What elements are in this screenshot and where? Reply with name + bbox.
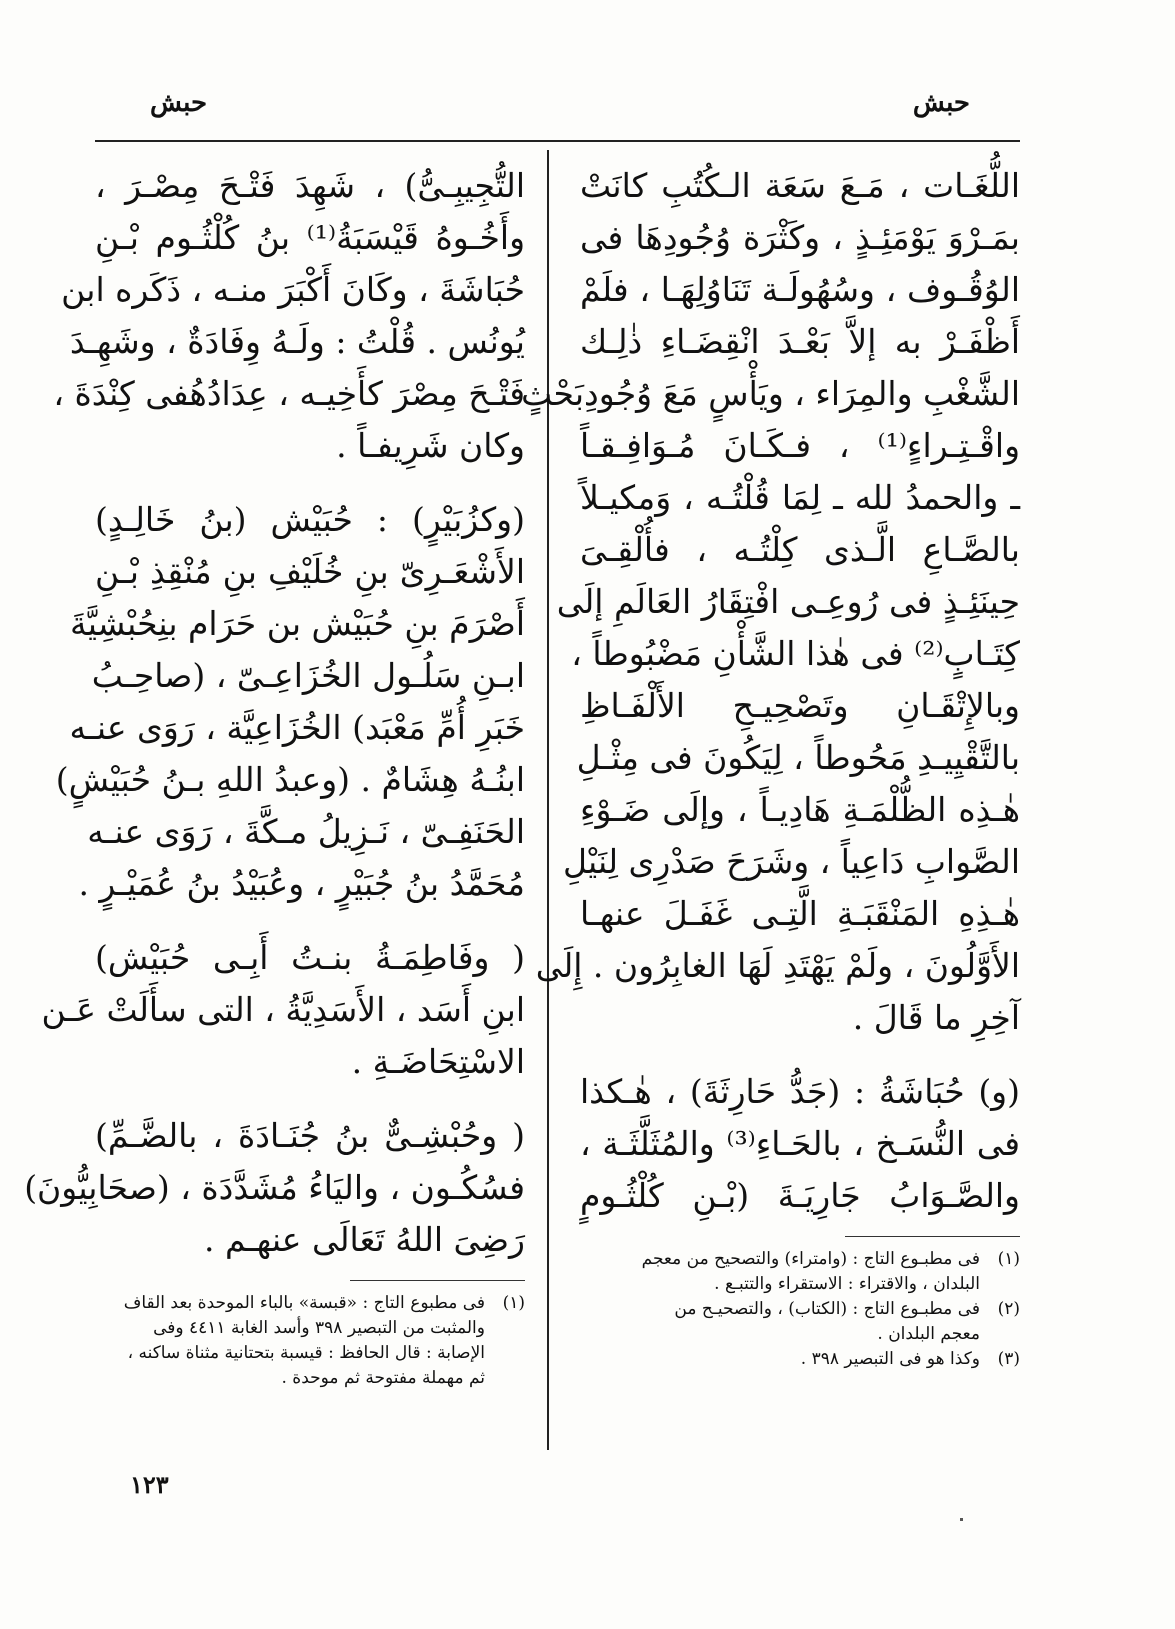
text-line: آخِرِ ما قَالَ .	[852, 998, 1020, 1037]
footnote-number: (٣)	[997, 1349, 1020, 1369]
text-line: الأَشْعَـرِىّ بنِ خُلَيْفِ بنِ مُنْقِذِ بْـنِ	[95, 552, 525, 591]
footnote-line: فى مطبـوع التاج : (وامتراء) والتصحيح من معجم	[641, 1249, 980, 1269]
entry-line: (و) حُبَاشَةُ : (جَدُّ حَارِثَةَ) ، هٰـكذا	[580, 1072, 1020, 1111]
running-header-left: حبش	[150, 88, 208, 118]
text-line: ـ والحمدُ لله ـ لِمَا قُلْتُـه ، وَمكيـلاً	[580, 478, 1020, 517]
page-number: ١٢٣	[130, 1470, 169, 1499]
footnotes	[95, 1291, 525, 1391]
text-line: مُحَمَّدُ بنُ جُبَيْرٍ ، وعُبَيْدُ بنُ عُمَيْـرٍ .	[78, 864, 525, 903]
text-line: الحَنَفِـىّ ، نَـزِيلُ مـكَّةَ ، رَوَى عنـه	[87, 812, 525, 851]
text-line: رَضِىَ اللهُ تَعَالَى عنهـم .	[204, 1220, 525, 1259]
text-line: والصَّـوَابُ جَارِيَـةَ (بْـنِ كُلْثُـومٍ	[580, 1176, 1020, 1215]
text-line: بالتَّقْيِيـدِ مَحُوطاً ، لِيَكُونَ فى مِثْـلِ	[576, 738, 1020, 777]
text-line: هٰـذِهِ المَنْقَبَـةِ الَّتِـى غَفَـلَ عنهـا	[580, 894, 1020, 933]
text-line: الصَّوابِ دَاعِياً ، وشَرَحَ صَدْرِى لِنَيْلِ	[563, 842, 1020, 881]
footnote-line: ثم مهملة مفتوحة ثم موحدة .	[281, 1368, 485, 1388]
text-line: وأَخُـوهُ قَيْسَبَةُ⁽¹⁾ بنُ كُلْثُـوم بْـنِ	[95, 218, 526, 257]
print-speck	[960, 1518, 963, 1521]
footnote-rule	[350, 1280, 525, 1281]
text-line: حُبَاشَةَ ، وكَانَ أَكْبَرَ منـه ، ذَكَره ابن	[61, 270, 525, 309]
footnotes	[580, 1247, 1020, 1372]
text-line: حِينَئِـذٍ فى رُوعِـى افْتِقَارُ العَالَمِ إلَى	[556, 582, 1020, 621]
text-line: أَظْفَـرْ به إلاَّ بَعْـدَ انْقِضَـاءِ ذٰلِـك	[580, 322, 1020, 361]
footnote-line: فى مطبـوع التاج : (الكتاب) ، والتصحيـح من	[674, 1299, 980, 1319]
text-line: الأَوَّلُونَ ، ولَمْ يَهْتَدِ لَهَا الغابِرُون . إِلَى	[535, 946, 1020, 985]
entry-line: ( وفَاطِمَـةُ بنـتُ أَبِـى حُبَيْش)	[95, 938, 525, 977]
text-line: فسُكُـون ، واليَاءُ مُشَدَّدَة ، (صحَابِيُّونَ)	[24, 1168, 525, 1207]
header-rule	[95, 140, 1020, 142]
footnote-number: (١)	[997, 1249, 1020, 1269]
footnote	[580, 1297, 1020, 1347]
text-line: وبالإِتْقَـانِ وتَصْحِيـحِ الأَلْفَـاظِ	[580, 686, 1020, 725]
text-line: فى النُّسَـخ ، بالحَـاءِ⁽³⁾ والمُثَلَّثَـة ،	[580, 1124, 1020, 1163]
footnote-line: الإصابة : قال الحافظ : قيسبة بتحتانية مثناة ساكنه ،	[127, 1343, 485, 1363]
right-column	[521, 160, 1020, 1372]
right-column-text	[521, 160, 1020, 1222]
text-line: هٰـذِه الظُّلْمَـةِ هَادِيـاً ، وإلَى ضَـوْءِ	[580, 790, 1020, 829]
footnote-line: فى مطبوع التاج : «قبسة» بالباء الموحدة بعد القاف	[123, 1293, 485, 1313]
footnote	[580, 1347, 1020, 1372]
text-line: الاسْتِحَاضَـةِ .	[351, 1042, 525, 1081]
entry-line: (وكزُبَيْرٍ) : حُبَيْش (بنُ خَالِـدٍ)	[95, 500, 525, 539]
footnote-line: البلدان ، والاقتراء : الاستقراء والتتبـع .	[714, 1274, 980, 1294]
footnote-line: والمثبت من التبصير ٣٩٨ وأسد الغابة ٤٤١١ وفى	[153, 1318, 485, 1338]
text-line: فَتْـحَ مِصْرَ كأَخِيـه ، عِدَادُهُفى كِنْدَةَ ،	[53, 374, 525, 413]
footnote-rule	[845, 1236, 1020, 1237]
text-line: بمَـرْوَ يَوْمَئِـذٍ ، وكَثْرَة وُجُودِهَا فى	[580, 218, 1020, 257]
text-line: كِتَـابٍ⁽²⁾ فى هٰذا الشَّأْنِ مَضْبُوطاً ،	[571, 634, 1020, 673]
footnote-number: (١)	[502, 1293, 525, 1313]
left-column	[24, 160, 526, 1391]
text-line: ابنُـهُ هِشَامٌ . (وعبدُ اللهِ بـنُ حُبَيْشٍ)	[55, 760, 525, 799]
text-line: الشَّغْبِ والمِرَاء ، ويَأْسٍ مَعَ وُجُودِبَحْثٍ	[521, 374, 1020, 413]
footnote	[95, 1291, 525, 1391]
footnote	[580, 1247, 1020, 1297]
text-line: وكان شَرِيفـاً .	[336, 426, 525, 465]
text-line: بالصَّـاعِ الَّـذى كِلْتُـه ، فأُلْقِـىَ	[580, 530, 1020, 569]
text-line: التُّجِيبِـىُّ) ، شَهِدَ فَتْـحَ مِصْـرَ ،	[95, 166, 525, 205]
text-line: واقْـتِـراءٍ⁽¹⁾ ، فـكَـانَ مُـوَافِـقـاً	[580, 426, 1020, 465]
text-line: الوُقُـوف ، وسُهُولَـة تَنَاوُلِهَـا ، فلَمْ	[580, 270, 1020, 309]
column-divider	[547, 150, 549, 1450]
entry-line: ( وحُبْشِـىٌّ بنُ جُنَـادَةَ ، بالضَّـمِّ)	[95, 1116, 525, 1155]
text-line: ابـنِ سَلُـول الخُزَاعِـىّ ، (صاحِـبُ	[91, 656, 525, 695]
footnote-line: معجم البلدان .	[877, 1324, 980, 1344]
left-column-text	[24, 160, 526, 1266]
text-line: خَبَرِ أُمِّ مَعْبَد) الخُزَاعِيَّة ، رَوَى عنـه	[69, 708, 525, 747]
footnote-number: (٢)	[997, 1299, 1020, 1319]
text-line: يُونُس . قُلْتُ : ولَـهُ وِفَادَةٌ ، وشَهِـدَ	[69, 322, 525, 361]
text-line: اللُّغَـات ، مَـعَ سَعَة الـكُتُبِ كانَتْ	[580, 166, 1020, 205]
text-line: ابنِ أَسَد ، الأَسَدِيَّةُ ، التى سأَلَتْ عَـن	[41, 990, 525, 1029]
running-header-right: حبش	[912, 88, 970, 118]
footnote-line: وكذا هو فى التبصير ٣٩٨ .	[800, 1349, 980, 1369]
text-line: أَصْرَمَ بنِ حُبَيْش بن حَرَام بنِحُبْشِيَّةَ	[70, 604, 525, 643]
